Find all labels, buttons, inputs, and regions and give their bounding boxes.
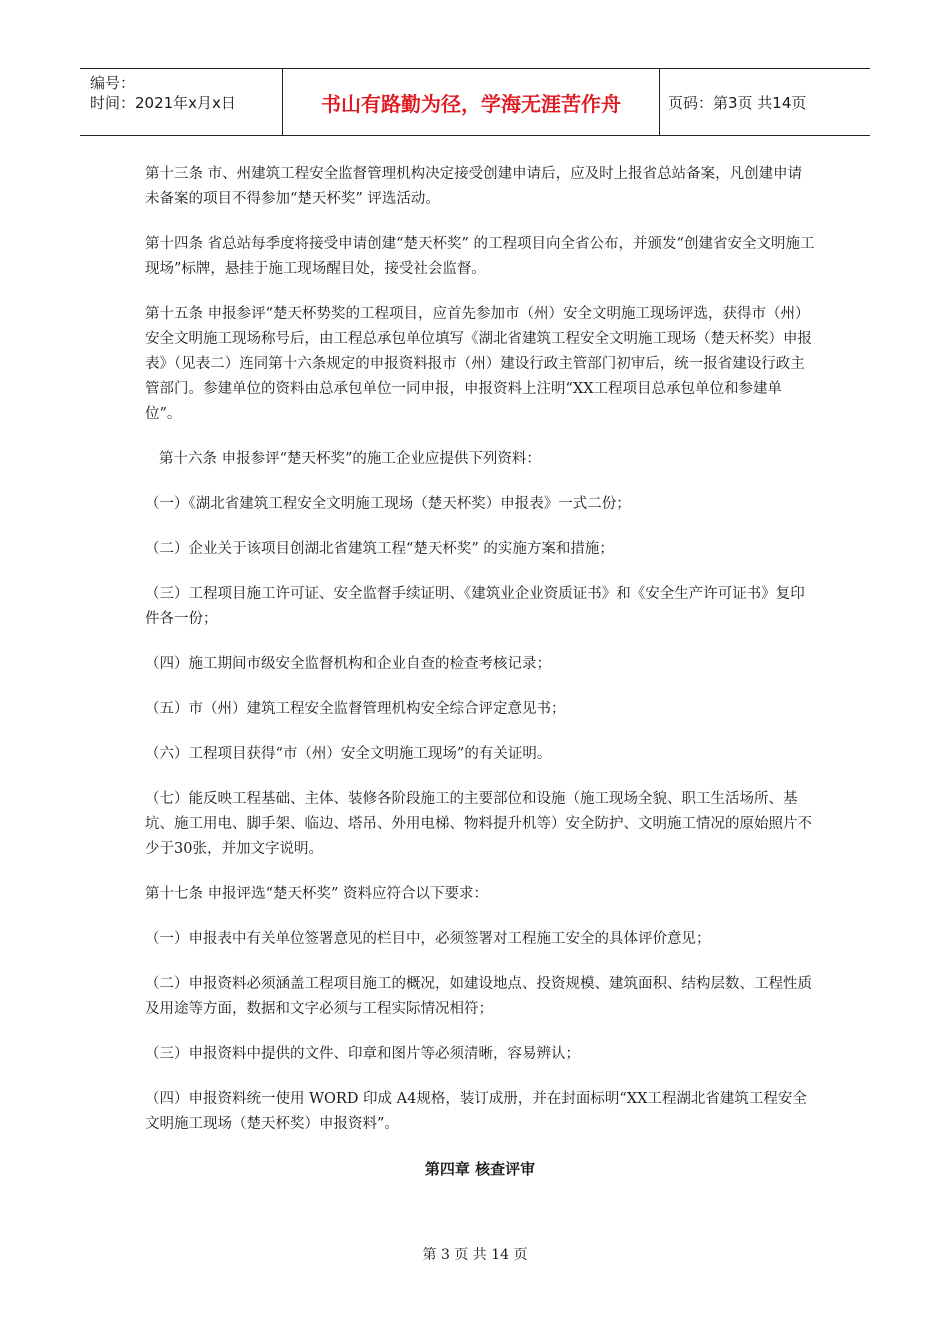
- paragraph-article-16: 第十六条 申报参评“楚天杯奖”的施工企业应提供下列资料：: [159, 451, 541, 467]
- list-item-17-2: （二）申报资料必须涵盖工程项目施工的概况，如建设地点、投资规模、建筑面积、结构层数、工程性质及用途等方面，数据和文字必须与工程实际情况相符；: [145, 976, 812, 1017]
- paragraph-article-15: 第十五条 申报参评“楚天杯势奖的工程项目，应首先参加市（州）安全文明施工现场评选，获得市（州）安全文明施工现场称号后，由工程总承包单位填写《湖北省建筑工程安全文明施工现场（楚天杯奖）申报表》（见表二）连同第十六条规定的申报资料报市（州）建设行政主管部门初审后，统一报省建设行政主管部门。参建单位的资料由总承包单位一同申报，申报资料上注明“XX工程项目总承包单位和参建单位”。: [145, 306, 812, 422]
- list-item-16-4: （四）施工期间市级安全监督机构和企业自查的检查考核记录；: [145, 656, 551, 672]
- page-header: [80, 68, 870, 136]
- document-body: [145, 162, 815, 1182]
- paragraph-article-14: 第十四条 省总站每季度将接受申请创建“楚天杯奖” 的工程项目向全省公布，并颁发“创建省安全文明施工现场”标牌，悬挂于施工现场醒目处，接受社会监督。: [145, 236, 815, 277]
- list-item-16-7: （七）能反映工程基础、主体、装修各阶段施工的主要部位和设施（施工现场全貌、职工生活场所、基坑、施工用电、脚手架、临边、塔吊、外用电梯、物料提升机等）安全防护、文明施工情况的原始照片不少于30张，并加文字说明。: [145, 791, 812, 857]
- time-label: 时间：2021年x月x日: [90, 94, 236, 112]
- chapter-title: 第四章 核查评审: [424, 1160, 536, 1178]
- list-item-17-3: （三）申报资料中提供的文件、印章和图片等必须清晰，容易辨认；: [145, 1046, 580, 1062]
- list-item-16-2: （二）企业关于该项目创湖北省建筑工程“楚天杯奖” 的实施方案和措施；: [145, 541, 614, 557]
- header-motto: 书山有路勤为径，学海无涯苦作舟: [283, 69, 660, 135]
- number-label: 编号：: [90, 74, 136, 92]
- header-page-number: 页码：第3页 共14页: [668, 93, 807, 112]
- paragraph-article-13: 第十三条 市、州建筑工程安全监督管理机构决定接受创建申请后，应及时上报省总站备案，凡创建申请未备案的项目不得参加“楚天杯奖” 评选活动。: [145, 166, 803, 207]
- list-item-16-3: （三）工程项目施工许可证、安全监督手续证明、《建筑业企业资质证书》和《安全生产许可证书》复印件各一份；: [145, 586, 805, 627]
- list-item-17-4: （四）申报资料统一使用 WORD 印成 A4规格，装订成册，并在封面标明“XX工程湖北省建筑工程安全文明施工现场（楚天杯奖）申报资料”。: [145, 1091, 807, 1132]
- page-footer: 第 3 页 共 14 页: [422, 1247, 528, 1263]
- list-item-16-6: （六）工程项目获得“市（州）安全文明施工现场”的有关证明。: [145, 746, 552, 762]
- list-item-16-1: （一）《湖北省建筑工程安全文明施工现场（楚天杯奖）申报表》一式二份；: [145, 496, 631, 512]
- list-item-16-5: （五）市（州）建筑工程安全监督管理机构安全综合评定意见书；: [145, 701, 566, 717]
- list-item-17-1: （一）申报表中有关单位签署意见的栏目中，必须签署对工程施工安全的具体评价意见；: [145, 931, 711, 947]
- header-info-cell: [80, 69, 283, 135]
- paragraph-article-17: 第十七条 申报评选“楚天杯奖” 资料应符合以下要求：: [145, 886, 489, 902]
